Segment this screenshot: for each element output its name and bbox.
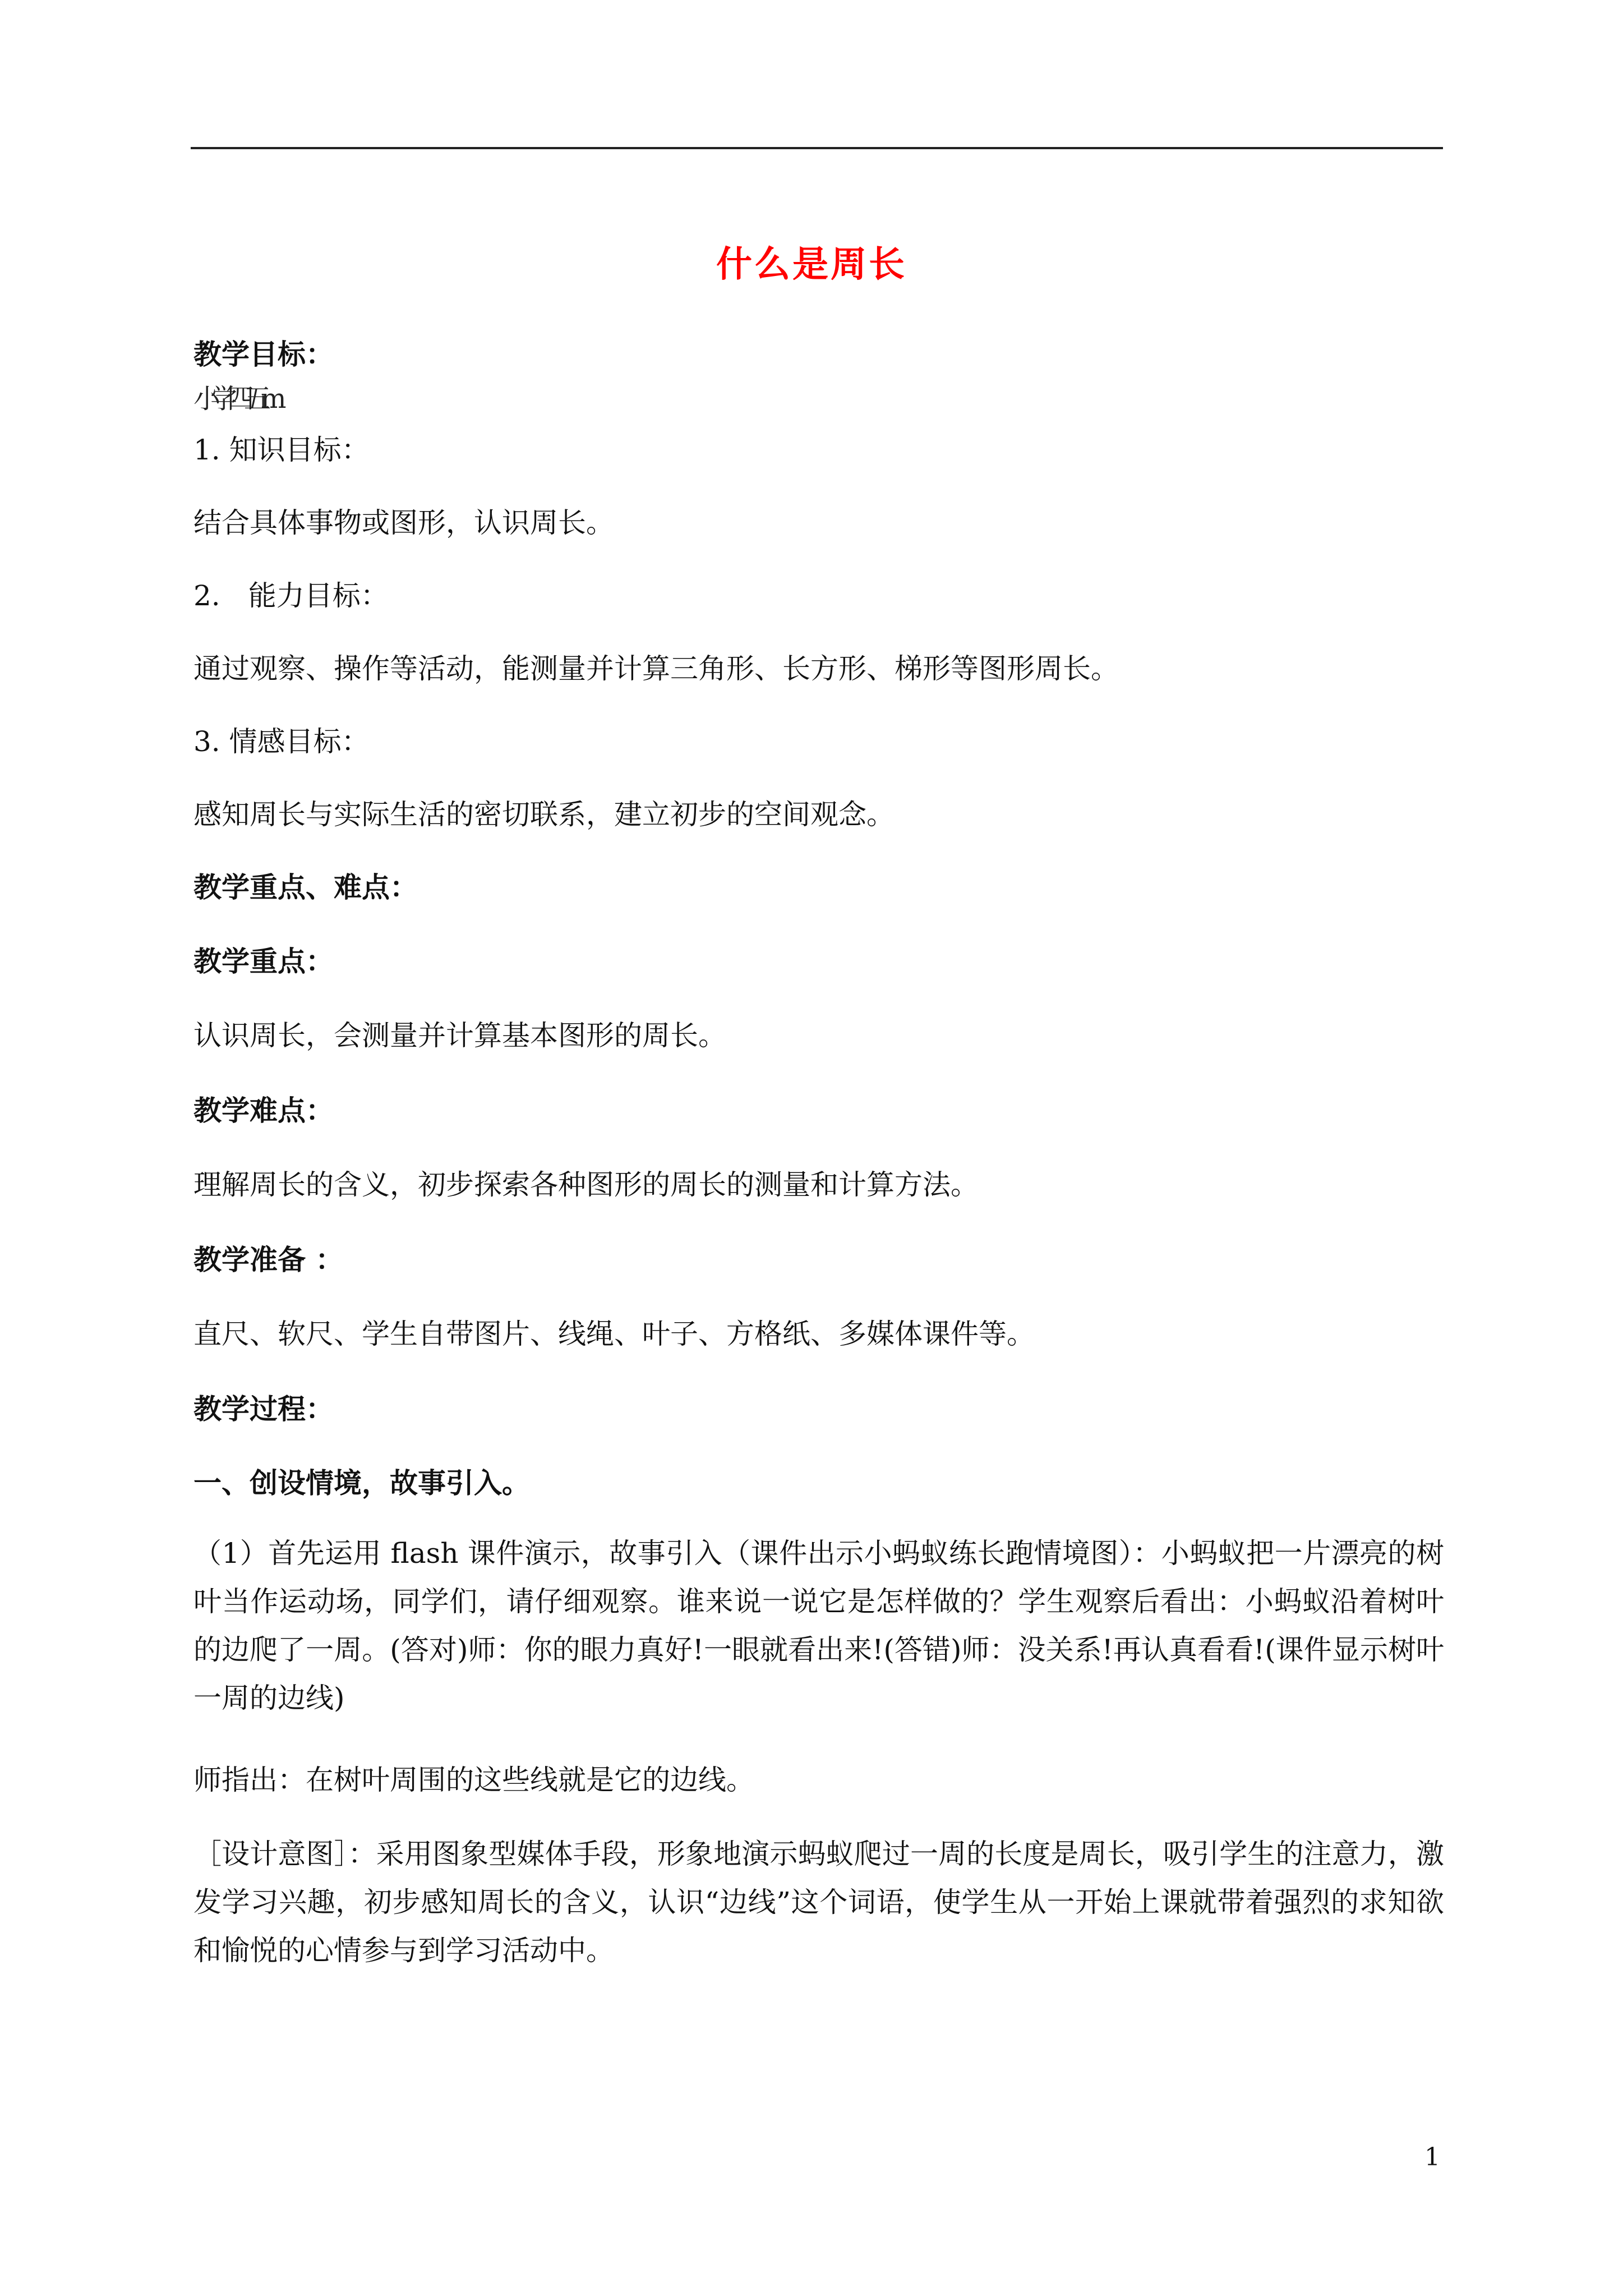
process-heading: 教学过程： — [193, 1393, 334, 1425]
page-number: 1 — [1424, 2143, 1440, 2171]
goal1-text: 结合具体事物或图形，认识周长。 — [193, 507, 614, 539]
key-text: 认识周长，会测量并计算基本图形的周长。 — [193, 1019, 726, 1052]
difficult-heading: 教学难点： — [193, 1094, 334, 1127]
goal2-text: 通过观察、操作等活动，能测量并计算三角形、长方形、梯形等图形周长。 — [193, 652, 1119, 685]
goal3-label: 3. 情感目标： — [193, 725, 370, 758]
goal3-text: 感知周长与实际生活的密切联系，建立初步的空间观念。 — [193, 798, 895, 831]
step1-heading: 一、创设情境，故事引入。 — [193, 1467, 530, 1499]
header-rule — [191, 147, 1443, 149]
step1-paragraph-1: （1）首先运用 flash 课件演示，故事引入（课件出示小蚂蚁练长跑情境图）：小蚂蚁把一片漂亮的树叶当作运动场，同学们，请仔细观察。谁来说一说它是怎样做的？学生观察后看出：小蚂蚁沿着树叶的边爬了一周。(答对)师：你的眼力真好!一眼就看出来!(答错)师：没关系!再认真看看!(课件显示树叶一周的边线) — [193, 1537, 1444, 1714]
step1-paragraph-2: 师指出：在树叶周围的这些线就是它的边线。 — [193, 1764, 754, 1796]
goals-heading: 教学目标： — [193, 338, 334, 371]
goal1-label: 1. 知识目标： — [193, 434, 370, 466]
step1-paragraph-3: ［设计意图］：采用图象型媒体手段，形象地演示蚂蚁爬过一周的长度是周长，吸引学生的注意力，激发学习兴趣，初步感知周长的含义，认识“边线”这个词语，使学生从一开始上课就带着强烈的求知欲和愉悦的心情参与到学习活动中。 — [193, 1838, 1444, 1967]
difficult-text: 理解周长的含义，初步探索各种图形的周长的测量和计算方法。 — [193, 1168, 979, 1201]
goal2-label: 2. 能力目标： — [193, 579, 389, 612]
document-title: 什么是周长 — [716, 244, 907, 286]
key-difficult-heading: 教学重点、难点： — [193, 871, 418, 904]
prep-heading: 教学准备 ： — [193, 1244, 344, 1276]
prep-text: 直尺、软尺、学生自带图片、线绳、叶子、方格纸、多媒体课件等。 — [193, 1318, 1035, 1350]
garbled-overlay-text: 小学四五m — [193, 383, 276, 415]
key-heading: 教学重点： — [193, 945, 334, 978]
